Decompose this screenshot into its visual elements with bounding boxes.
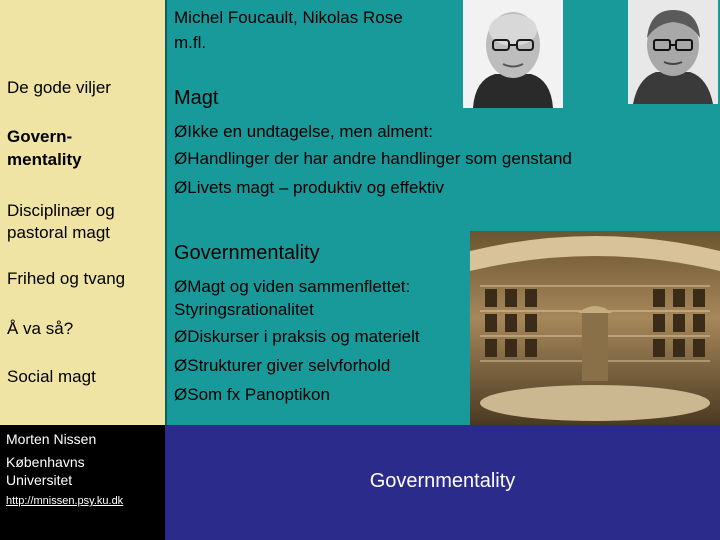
magt-bullet-3: ØLivets magt – produktiv og effektiv [174,178,444,197]
sidebar-item-de-gode-viljer[interactable]: De gode viljer [7,78,111,97]
sidebar-item-social-magt[interactable]: Social magt [7,367,96,386]
sidebar-item-governmentality-line1[interactable]: Govern- [7,127,73,146]
author-url-link[interactable]: http://mnissen.psy.ku.dk [6,495,124,507]
sidebar-item-governmentality-line2[interactable]: mentality [7,150,82,169]
author-affiliation-line1: Københavns [6,454,85,470]
magt-bullet-1: ØIkke en undtagelse, men alment: [174,122,433,141]
bottom-banner [165,425,720,540]
panopticon-photo [470,231,720,425]
arrow-bullet-icon: Ø [174,356,188,375]
gov-bullet-1-continued: Styringsrationalitet [174,300,314,319]
sidebar-item-disciplinaer-line1[interactable]: Disciplinær og [7,201,115,220]
sidebar-item-frihed-og-tvang[interactable]: Frihed og tvang [7,269,126,288]
gov-bullet-1: ØMagt og viden sammenflettet: [174,277,411,296]
arrow-bullet-icon: Ø [174,277,188,296]
arrow-bullet-icon: Ø [174,149,188,168]
author-footer [0,425,165,540]
banner-title: Governmentality [369,470,516,492]
page-title-line1: Michel Foucault, Nikolas Rose [174,8,403,27]
section-heading-magt: Magt [174,87,219,109]
arrow-bullet-icon: Ø [174,327,188,346]
sidebar-navigation [0,0,165,425]
author-affiliation-line2: Universitet [6,472,73,488]
author-name: Morten Nissen [6,431,97,447]
gov-bullet-4: ØSom fx Panoptikon [174,385,330,404]
foucault-portrait [463,0,563,108]
arrow-bullet-icon: Ø [174,385,188,404]
rose-portrait [628,0,718,104]
arrow-bullet-icon: Ø [174,122,188,141]
main-divider [165,0,167,425]
sidebar-item-aa-va-saa[interactable]: Å va så? [7,319,74,338]
gov-bullet-3: ØStrukturer giver selvforhold [174,356,391,375]
gov-bullet-2: ØDiskurser i praksis og materielt [174,327,420,346]
main-content [165,0,720,425]
page-title-line2: m.fl. [174,33,207,52]
arrow-bullet-icon: Ø [174,178,188,197]
section-heading-governmentality: Governmentality [174,242,320,264]
magt-bullet-2: ØHandlinger der har andre handlinger som genstand [174,149,572,168]
sidebar-item-disciplinaer-line2[interactable]: pastoral magt [7,223,110,242]
